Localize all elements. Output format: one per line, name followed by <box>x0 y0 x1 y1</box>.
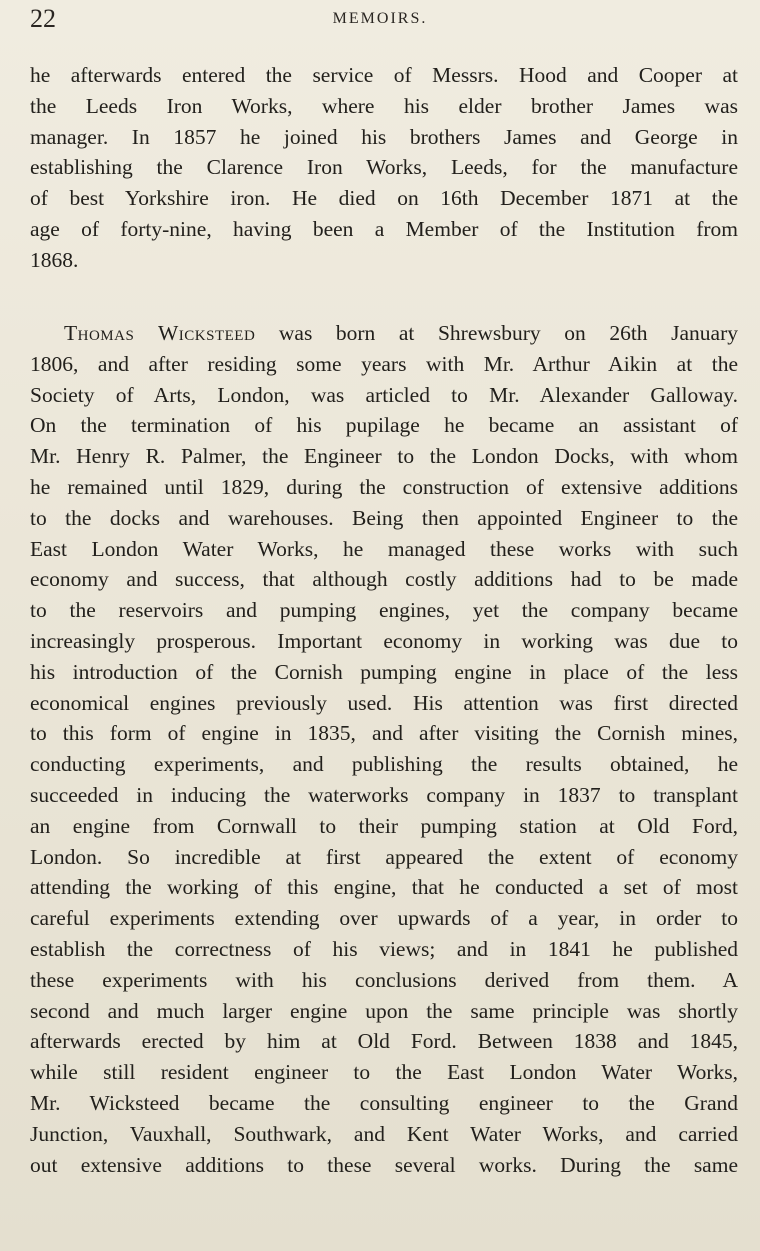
text-line: these experiments with his conclusions derived from them. A <box>30 967 738 992</box>
first-line-text: was born at Shrewsbury on 26th January <box>255 321 738 345</box>
text-line: an engine from Cornwall to their pumping station at Old Ford, <box>30 813 738 838</box>
text-line: age of forty-nine, having been a Member of the Institution from <box>30 216 738 241</box>
text-line: to this form of engine in 1835, and after visiting the Cornish mines, <box>30 721 738 746</box>
text-line: East London Water Works, he managed these works with such <box>30 536 738 561</box>
text-line: increasingly prosperous. Important economy in working was due to <box>30 628 738 653</box>
text-line: economy and success, that although costly additions had to be made <box>30 567 738 592</box>
text-line: afterwards erected by him at Old Ford. Between 1838 and 1845, <box>30 1029 738 1054</box>
text-line: to the reservoirs and pumping engines, yet the company became <box>30 598 738 623</box>
text-line: to the docks and warehouses. Being then appointed Engineer to the <box>30 505 738 530</box>
text-line: his introduction of the Cornish pumping engine in place of the less <box>30 659 738 684</box>
page-number: 22 <box>30 4 56 33</box>
text-line: he afterwards entered the service of Messrs. Hood and Cooper at <box>30 63 738 87</box>
text-line: establish the correctness of his views; and in 1841 he published <box>30 936 738 961</box>
text-line: second and much larger engine upon the same principle was shortly <box>30 998 738 1023</box>
text-line: 1868. <box>30 247 79 272</box>
paragraph-1 <box>30 60 738 276</box>
subject-name: Thomas Wicksteed <box>64 321 256 345</box>
text-line: of best Yorkshire iron. He died on 16th December 1871 at the <box>30 186 738 211</box>
text-line: attending the working of this engine, that he conducted a set of most <box>30 875 738 900</box>
text-line: 1806, and after residing some years with Mr. Arthur Aikin at the <box>30 351 738 376</box>
running-title: MEMOIRS. <box>332 10 428 27</box>
text-line: Society of Arts, London, was articled to Mr. Alexander Galloway. <box>30 382 738 407</box>
text-line: the Leeds Iron Works, where his elder brother James was <box>30 93 738 118</box>
text-line-first <box>30 318 738 349</box>
paragraph-2 <box>30 318 738 1180</box>
running-head <box>30 4 730 34</box>
text-line: he remained until 1829, during the construction of extensive additions <box>30 474 738 499</box>
text-line: conducting experiments, and publishing the results obtained, he <box>30 752 738 777</box>
text-line: succeeded in inducing the waterworks company in 1837 to transplant <box>30 782 738 807</box>
text-line: Mr. Henry R. Palmer, the Engineer to the London Docks, with whom <box>30 444 738 469</box>
text-line: manager. In 1857 he joined his brothers James and George in <box>30 124 738 149</box>
text-line: while still resident engineer to the East London Water Works, <box>30 1060 738 1085</box>
text-line: careful experiments extending over upwards of a year, in order to <box>30 906 738 931</box>
text-line: Junction, Vauxhall, Southwark, and Kent Water Works, and carried <box>30 1121 738 1146</box>
text-line: out extensive additions to these several works. During the same <box>30 1152 738 1177</box>
text-line: Mr. Wicksteed became the consulting engineer to the Grand <box>30 1090 738 1115</box>
text-line: On the termination of his pupilage he became an assistant of <box>30 413 738 438</box>
text-line: London. So incredible at first appeared the extent of economy <box>30 844 738 869</box>
text-line: economical engines previously used. His attention was first directed <box>30 690 738 715</box>
text-line: establishing the Clarence Iron Works, Leeds, for the manufacture <box>30 155 738 180</box>
